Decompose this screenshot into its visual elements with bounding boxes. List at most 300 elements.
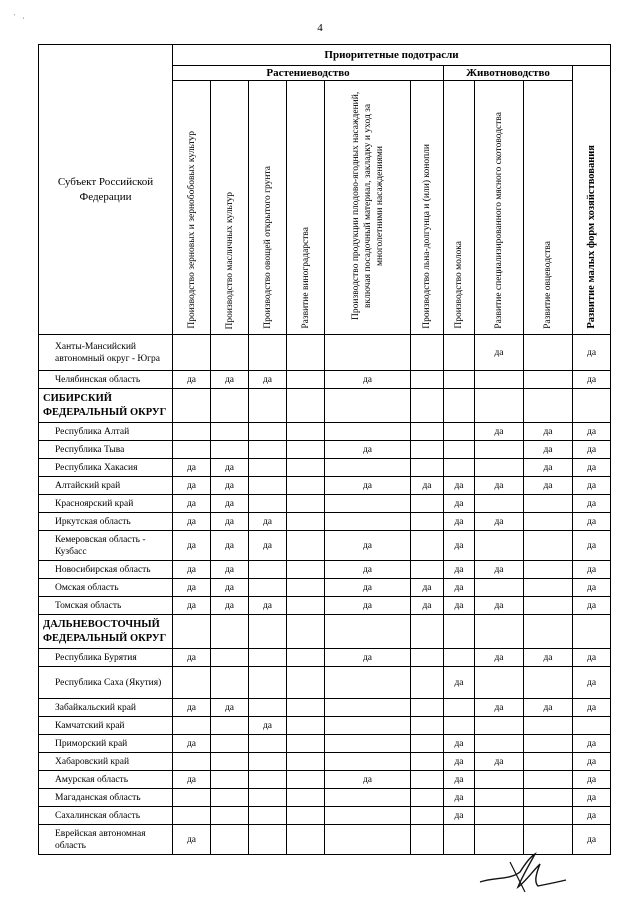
table-cell xyxy=(411,667,444,699)
table-cell: да xyxy=(211,579,249,597)
table-cell xyxy=(287,389,325,423)
table-row xyxy=(39,561,611,579)
table-cell xyxy=(444,335,475,371)
table-cell: да xyxy=(573,371,611,389)
table-cell: да xyxy=(573,807,611,825)
table-cell xyxy=(325,667,411,699)
table-cell xyxy=(524,495,573,513)
table-cell xyxy=(287,441,325,459)
table-cell: да xyxy=(573,513,611,531)
table-cell: да xyxy=(173,649,211,667)
table-cell xyxy=(475,615,524,649)
table-cell xyxy=(287,459,325,477)
table-cell xyxy=(211,717,249,735)
table-cell xyxy=(173,389,211,423)
column-header xyxy=(475,81,524,335)
table-cell xyxy=(475,717,524,735)
table-cell xyxy=(211,789,249,807)
table-cell: да xyxy=(475,753,524,771)
table-cell: да xyxy=(444,735,475,753)
table-cell xyxy=(173,615,211,649)
subject-name: Кемеровская область - Кузбасс xyxy=(39,531,173,561)
table-cell xyxy=(325,825,411,855)
table-cell xyxy=(287,531,325,561)
table-cell: да xyxy=(475,477,524,495)
signature xyxy=(470,842,570,897)
table-row xyxy=(39,579,611,597)
table-cell xyxy=(287,513,325,531)
subject-name: Камчатский край xyxy=(39,717,173,735)
subject-name: Иркутская область xyxy=(39,513,173,531)
table-cell xyxy=(325,699,411,717)
table-cell xyxy=(287,423,325,441)
table-cell xyxy=(211,771,249,789)
table-cell xyxy=(444,717,475,735)
table-cell xyxy=(211,335,249,371)
table-cell xyxy=(287,597,325,615)
table-cell: да xyxy=(524,699,573,717)
table-cell xyxy=(173,335,211,371)
table-cell xyxy=(287,495,325,513)
table-cell: да xyxy=(475,423,524,441)
table-cell xyxy=(475,371,524,389)
table-cell: да xyxy=(211,477,249,495)
table-cell: да xyxy=(573,477,611,495)
table-cell xyxy=(411,699,444,717)
table-cell: да xyxy=(573,459,611,477)
table-cell: да xyxy=(173,699,211,717)
table-cell xyxy=(249,699,287,717)
table-cell: да xyxy=(444,513,475,531)
table-cell: да xyxy=(325,531,411,561)
table-cell: да xyxy=(573,825,611,855)
table-cell: да xyxy=(249,597,287,615)
group-header-crops: Растениеводство xyxy=(173,66,444,81)
table-row xyxy=(39,477,611,495)
column-header xyxy=(524,81,573,335)
table-cell xyxy=(411,615,444,649)
table-row xyxy=(39,667,611,699)
table-cell: да xyxy=(249,371,287,389)
table-cell: да xyxy=(173,477,211,495)
column-header-label: Развитие специализированного мясного скотоводства xyxy=(494,112,504,329)
table-cell xyxy=(325,735,411,753)
table-cell xyxy=(249,477,287,495)
table-cell: да xyxy=(444,495,475,513)
subject-name: Магаданская область xyxy=(39,789,173,807)
table-cell xyxy=(249,649,287,667)
table-cell xyxy=(249,667,287,699)
table-cell xyxy=(411,459,444,477)
table-cell: да xyxy=(573,335,611,371)
table-cell: да xyxy=(325,579,411,597)
table-cell: да xyxy=(444,597,475,615)
table-cell xyxy=(411,531,444,561)
table-row xyxy=(39,717,611,735)
table-cell: да xyxy=(325,441,411,459)
table-cell xyxy=(249,335,287,371)
table-cell xyxy=(411,495,444,513)
region-name: ДАЛЬНЕВОСТОЧНЫЙ ФЕДЕРАЛЬНЫЙ ОКРУГ xyxy=(39,615,173,649)
table-cell xyxy=(249,771,287,789)
table-cell: да xyxy=(325,477,411,495)
table-cell: да xyxy=(444,789,475,807)
table-cell xyxy=(475,579,524,597)
table-cell xyxy=(475,735,524,753)
table-cell: да xyxy=(444,579,475,597)
table-cell xyxy=(524,735,573,753)
column-header xyxy=(249,81,287,335)
table-cell xyxy=(325,459,411,477)
column-header-label: Производство зерновых и зернобобовых культур xyxy=(186,131,197,329)
table-row xyxy=(39,753,611,771)
table-cell xyxy=(249,615,287,649)
column-header-label: Производство льна-долгунца и (или) конопли xyxy=(422,144,432,329)
subject-name: Республика Тыва xyxy=(39,441,173,459)
table-row xyxy=(39,335,611,371)
table-cell: да xyxy=(173,371,211,389)
subject-name: Омская область xyxy=(39,579,173,597)
table-cell xyxy=(249,459,287,477)
table-cell: да xyxy=(173,531,211,561)
table-cell xyxy=(211,389,249,423)
table-cell: да xyxy=(444,561,475,579)
table-cell xyxy=(475,389,524,423)
table-cell: да xyxy=(249,513,287,531)
table-cell xyxy=(287,615,325,649)
table-cell: да xyxy=(573,699,611,717)
table-cell xyxy=(249,807,287,825)
table-cell xyxy=(475,771,524,789)
scan-mark: ' , xyxy=(14,14,28,20)
table-cell: да xyxy=(475,699,524,717)
table-cell: да xyxy=(325,649,411,667)
subject-name: Челябинская область xyxy=(39,371,173,389)
table-cell xyxy=(325,807,411,825)
table-cell xyxy=(325,615,411,649)
table-cell xyxy=(211,735,249,753)
subject-name: Новосибирская область xyxy=(39,561,173,579)
table-cell: да xyxy=(249,531,287,561)
table-cell: да xyxy=(573,579,611,597)
table-body xyxy=(39,335,611,855)
table-cell xyxy=(444,423,475,441)
table-cell: да xyxy=(173,513,211,531)
table-cell xyxy=(444,699,475,717)
table-cell xyxy=(524,789,573,807)
column-header-label: Развитие овцеводства xyxy=(543,241,553,329)
table-cell xyxy=(249,735,287,753)
table-cell: да xyxy=(573,597,611,615)
column-header-label: Производство молока xyxy=(454,241,464,329)
table-cell xyxy=(249,825,287,855)
table-cell: да xyxy=(475,597,524,615)
table-cell: да xyxy=(524,477,573,495)
table-cell: да xyxy=(573,753,611,771)
table-cell xyxy=(173,807,211,825)
table-cell xyxy=(411,735,444,753)
table-cell xyxy=(411,753,444,771)
table-cell: да xyxy=(475,649,524,667)
table-cell: да xyxy=(444,477,475,495)
table-cell xyxy=(287,561,325,579)
table-cell: да xyxy=(211,513,249,531)
subject-name: Приморский край xyxy=(39,735,173,753)
table-cell xyxy=(287,579,325,597)
table-cell: да xyxy=(211,531,249,561)
table-cell: да xyxy=(173,579,211,597)
subject-name: Хабаровский край xyxy=(39,753,173,771)
table-cell xyxy=(411,441,444,459)
table-cell xyxy=(411,649,444,667)
table-cell xyxy=(325,335,411,371)
subject-name: Алтайский край xyxy=(39,477,173,495)
table-cell xyxy=(444,389,475,423)
table-cell xyxy=(475,459,524,477)
table-cell xyxy=(411,371,444,389)
table-cell xyxy=(211,423,249,441)
table-cell xyxy=(475,667,524,699)
table-cell xyxy=(411,807,444,825)
table-cell xyxy=(325,389,411,423)
table-cell xyxy=(287,771,325,789)
table-cell: да xyxy=(524,441,573,459)
table-cell: да xyxy=(249,717,287,735)
table-cell xyxy=(211,807,249,825)
table-cell: да xyxy=(211,699,249,717)
table-cell xyxy=(411,825,444,855)
table-cell: да xyxy=(173,825,211,855)
table-cell xyxy=(211,649,249,667)
table-cell: да xyxy=(444,807,475,825)
table-cell xyxy=(173,753,211,771)
table-cell: да xyxy=(573,649,611,667)
table-cell xyxy=(249,423,287,441)
table-cell xyxy=(287,371,325,389)
table-cell xyxy=(211,667,249,699)
table-cell xyxy=(573,615,611,649)
table-row xyxy=(39,495,611,513)
table-cell: да xyxy=(444,771,475,789)
table-cell: да xyxy=(325,597,411,615)
table-cell xyxy=(287,789,325,807)
table-cell xyxy=(249,753,287,771)
table-row xyxy=(39,371,611,389)
table-cell xyxy=(249,579,287,597)
table-cell: да xyxy=(211,495,249,513)
table-cell xyxy=(524,717,573,735)
table-cell xyxy=(287,335,325,371)
table-cell xyxy=(411,513,444,531)
column-header-label: Производство продукции плодово-ягодных насаждений, включая посадочный материал, закладку и уход за многолетними насаждениями xyxy=(350,91,385,321)
table-cell: да xyxy=(444,753,475,771)
table-row xyxy=(39,459,611,477)
subject-name: Томская область xyxy=(39,597,173,615)
priority-header: Приоритетные подотрасли xyxy=(173,45,611,66)
table-cell: да xyxy=(173,597,211,615)
table-cell xyxy=(411,335,444,371)
table-cell xyxy=(287,667,325,699)
table-cell xyxy=(173,717,211,735)
table-cell: да xyxy=(475,335,524,371)
table-cell xyxy=(325,717,411,735)
table-cell xyxy=(173,441,211,459)
table-cell xyxy=(524,389,573,423)
table-cell xyxy=(524,561,573,579)
table-cell xyxy=(287,477,325,495)
column-header xyxy=(411,81,444,335)
table-cell xyxy=(325,423,411,441)
table-cell: да xyxy=(573,495,611,513)
group-header-livestock: Животноводство xyxy=(444,66,573,81)
table-cell: да xyxy=(211,371,249,389)
table-cell xyxy=(524,753,573,771)
table-cell: да xyxy=(325,771,411,789)
table-cell xyxy=(411,389,444,423)
table-cell: да xyxy=(173,771,211,789)
table-cell xyxy=(287,825,325,855)
subject-name: Республика Бурятия xyxy=(39,649,173,667)
region-row xyxy=(39,615,611,649)
column-header-label: Производство овощей открытого грунта xyxy=(262,166,273,329)
table-row xyxy=(39,597,611,615)
table-cell: да xyxy=(211,459,249,477)
table-cell: да xyxy=(573,789,611,807)
table-cell xyxy=(411,561,444,579)
table-cell xyxy=(287,717,325,735)
table-cell xyxy=(287,649,325,667)
column-header-label: Развитие виноградарства xyxy=(300,227,311,329)
subject-name: Красноярский край xyxy=(39,495,173,513)
table-cell xyxy=(173,667,211,699)
column-header-label: Развитие малых форм хозяйствования xyxy=(585,145,597,329)
table-cell xyxy=(524,807,573,825)
table-cell xyxy=(325,513,411,531)
table-cell: да xyxy=(573,735,611,753)
table-cell: да xyxy=(173,459,211,477)
subject-header: Субъект Российской Федерации xyxy=(39,45,173,335)
table-cell xyxy=(524,335,573,371)
table-cell: да xyxy=(573,531,611,561)
table-cell xyxy=(249,389,287,423)
table-cell: да xyxy=(573,771,611,789)
table-cell xyxy=(444,371,475,389)
table-cell xyxy=(411,771,444,789)
table-cell xyxy=(475,495,524,513)
table-cell xyxy=(524,531,573,561)
table-cell: да xyxy=(411,477,444,495)
table-cell xyxy=(287,699,325,717)
subject-name: Амурская область xyxy=(39,771,173,789)
table-cell xyxy=(444,649,475,667)
table-cell xyxy=(249,495,287,513)
subject-name: Сахалинская область xyxy=(39,807,173,825)
subject-name: Забайкальский край xyxy=(39,699,173,717)
table-cell xyxy=(475,441,524,459)
table-cell: да xyxy=(444,667,475,699)
table-cell xyxy=(573,717,611,735)
table-row xyxy=(39,789,611,807)
table-row xyxy=(39,649,611,667)
table-cell: да xyxy=(573,423,611,441)
table-cell xyxy=(475,807,524,825)
table-cell: да xyxy=(524,649,573,667)
table-cell xyxy=(444,441,475,459)
table-cell xyxy=(287,735,325,753)
subject-name: Республика Хакасия xyxy=(39,459,173,477)
table-cell xyxy=(475,789,524,807)
table-cell: да xyxy=(444,531,475,561)
table-row xyxy=(39,423,611,441)
table-cell xyxy=(524,615,573,649)
table-cell xyxy=(524,579,573,597)
table-cell xyxy=(411,423,444,441)
region-row xyxy=(39,389,611,423)
table-cell xyxy=(211,615,249,649)
subject-name: Республика Саха (Якутия) xyxy=(39,667,173,699)
table-cell: да xyxy=(411,579,444,597)
table-cell: да xyxy=(211,561,249,579)
table-cell xyxy=(524,667,573,699)
table-row xyxy=(39,771,611,789)
table-row xyxy=(39,513,611,531)
table-cell xyxy=(444,459,475,477)
table-cell xyxy=(325,753,411,771)
table-cell: да xyxy=(524,423,573,441)
table-cell xyxy=(287,807,325,825)
subject-name: Республика Алтай xyxy=(39,423,173,441)
table-cell xyxy=(411,717,444,735)
column-header xyxy=(287,81,325,335)
table-cell xyxy=(173,423,211,441)
table-cell xyxy=(524,371,573,389)
table-cell: да xyxy=(325,561,411,579)
table-row xyxy=(39,441,611,459)
table-cell: да xyxy=(325,371,411,389)
table-cell xyxy=(249,441,287,459)
table-cell xyxy=(211,753,249,771)
table-row xyxy=(39,531,611,561)
table-cell: да xyxy=(173,495,211,513)
table-cell xyxy=(444,615,475,649)
subject-name: Ханты-Мансийский автономный округ - Югра xyxy=(39,335,173,371)
column-header xyxy=(444,81,475,335)
table-cell: да xyxy=(573,667,611,699)
table-cell xyxy=(173,789,211,807)
table-cell: да xyxy=(173,561,211,579)
table-cell: да xyxy=(573,441,611,459)
table-cell xyxy=(211,825,249,855)
column-header xyxy=(573,66,611,335)
region-name: СИБИРСКИЙ ФЕДЕРАЛЬНЫЙ ОКРУГ xyxy=(39,389,173,423)
table-cell: да xyxy=(475,513,524,531)
page-number: 4 xyxy=(317,22,323,34)
table-cell xyxy=(249,789,287,807)
table-cell xyxy=(411,789,444,807)
table-row xyxy=(39,735,611,753)
table-cell xyxy=(211,441,249,459)
table-cell xyxy=(524,771,573,789)
table-cell xyxy=(573,389,611,423)
table-cell xyxy=(249,561,287,579)
subject-name: Еврейская автономная область xyxy=(39,825,173,855)
table-cell xyxy=(325,789,411,807)
table-cell: да xyxy=(411,597,444,615)
table-row xyxy=(39,699,611,717)
column-header xyxy=(211,81,249,335)
table-cell: да xyxy=(475,561,524,579)
table-cell xyxy=(325,495,411,513)
